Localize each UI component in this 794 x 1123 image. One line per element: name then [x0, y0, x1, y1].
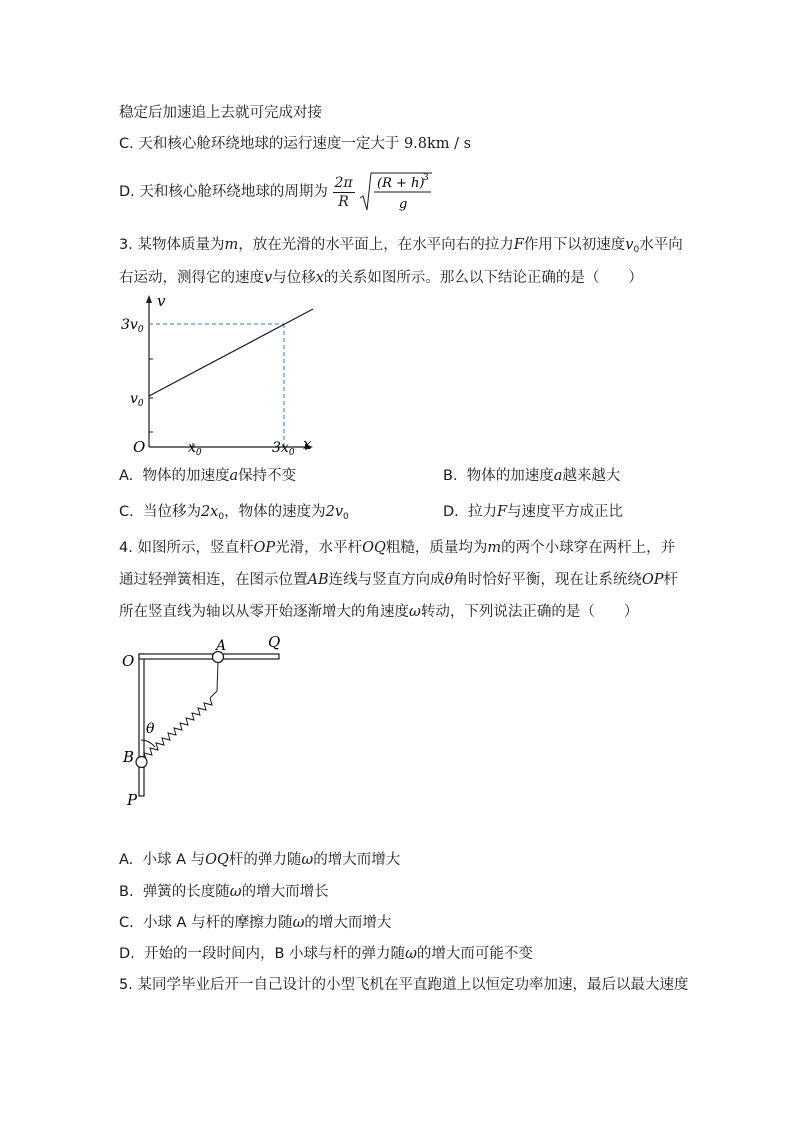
var-a: a — [553, 468, 563, 484]
label-sub: 0 — [288, 448, 295, 457]
option-text: 的增大而增长 — [241, 884, 329, 900]
option-text: 弹簧的长度随 — [142, 884, 230, 900]
option-text: 保持不变 — [238, 468, 297, 484]
option-label: C. — [119, 504, 134, 520]
label-o: O — [122, 652, 135, 670]
q3-options-row-1 — [119, 466, 679, 486]
prev-option-c — [119, 134, 471, 154]
y-axis-label: v — [157, 292, 166, 310]
y-tick-label-v0 — [130, 391, 144, 409]
label-p: P — [127, 791, 138, 809]
q3-text: 右运动，测得它的速度 — [119, 270, 264, 286]
y-tick-label-3v0 — [121, 317, 144, 335]
label-sub: 0 — [137, 325, 144, 335]
q3-option-d — [443, 502, 623, 522]
label-main: 3v — [121, 317, 138, 333]
prev-option-d — [119, 170, 433, 214]
option-value: 9.8km / s — [403, 136, 472, 152]
option-text: 的增大而增大 — [313, 852, 401, 868]
subscript: 0 — [633, 245, 640, 255]
var-omega: ω — [301, 852, 314, 868]
label-main: 3x — [272, 440, 289, 456]
option-label: A. — [119, 852, 134, 868]
q3-text: 与位移 — [272, 270, 316, 286]
var-v0: v — [625, 237, 634, 253]
q4-text: 粗糙，质量均为 — [385, 540, 488, 556]
var-op: OP — [641, 572, 664, 588]
var-theta: θ — [444, 572, 454, 588]
sqrt-exponent: 3 — [423, 173, 429, 183]
sqrt-numerator: (R + h) — [377, 176, 425, 191]
sqrt-sign — [359, 170, 433, 214]
option-label: D. — [119, 946, 135, 962]
var-m: m — [224, 237, 239, 253]
q3-line-1 — [119, 235, 683, 260]
option-text: 的增大而增大 — [304, 915, 392, 931]
var-v: v — [264, 270, 273, 286]
q3-text: 的关系如图所示。那么以下结论正确的是（ ） — [323, 270, 643, 286]
subscript: 0 — [218, 512, 225, 522]
option-text: 天和核心舱环绕地球的周期为 — [139, 184, 328, 200]
var-x: x — [315, 270, 324, 286]
option-text: 与速度平方成正比 — [507, 504, 624, 520]
var-a: a — [229, 468, 239, 484]
q4-text: 4. 如图所示，竖直杆 — [119, 540, 254, 556]
label-sub: 0 — [195, 448, 202, 457]
q4-line-2 — [119, 570, 678, 590]
q4-text: 连线与竖直方向成 — [328, 572, 445, 588]
q3-option-b — [443, 466, 620, 486]
var-omega: ω — [229, 884, 242, 900]
option-label: B. — [443, 468, 458, 484]
continuation-text: 稳定后加速追上去就可完成对接 — [119, 105, 322, 121]
fraction-denominator: R — [338, 193, 349, 210]
period-fraction — [333, 174, 355, 211]
q4-option-c — [119, 913, 391, 933]
sqrt-denominator: g — [399, 197, 408, 212]
option-text: 越来越大 — [562, 468, 621, 484]
q3-text: ，放在光滑的水平面上，在水平向右的拉力 — [238, 237, 514, 253]
q4-text: 杆 — [663, 572, 679, 588]
q3-line-2 — [119, 268, 643, 288]
option-text: 天和核心舱环绕地球的运行速度一定大于 — [138, 136, 400, 152]
sqrt-expression — [359, 170, 433, 214]
var-ab: AB — [307, 572, 329, 588]
option-text: 的增大而可能不变 — [416, 946, 533, 962]
option-text: ，物体的速度为 — [224, 504, 326, 520]
x-tick-label-x0 — [188, 440, 202, 457]
q3-text: 作用下以初速度 — [523, 237, 626, 253]
var-oq: OQ — [205, 852, 229, 868]
fraction-numerator: 2π — [334, 174, 353, 191]
label-main: x — [188, 440, 196, 456]
var-2x0: 2x — [200, 504, 219, 520]
var-omega: ω — [409, 604, 421, 620]
option-label: D. — [443, 504, 459, 520]
option-text: 物体的加速度 — [466, 468, 554, 484]
q4-text: 的两个小球穿在两杆上，并 — [501, 540, 676, 556]
horizontal-rod-oq — [139, 654, 279, 659]
x-axis-label: x — [303, 435, 312, 453]
rod-spring-figure — [118, 630, 298, 810]
option-label: A. — [119, 468, 134, 484]
option-text: 当位移为 — [142, 504, 201, 520]
option-label: C. — [119, 136, 134, 152]
x-tick-label-3x0 — [272, 440, 295, 457]
label-theta: θ — [146, 721, 155, 737]
option-text: 杆的弹力随 — [228, 852, 302, 868]
label-sub: 0 — [137, 399, 144, 409]
rod-corner — [140, 655, 143, 658]
q4-text: 角时恰好平衡，现在让系统绕 — [453, 572, 642, 588]
option-text: 拉力 — [468, 504, 497, 520]
q4-line-3 — [119, 602, 638, 622]
label-b: B — [123, 748, 135, 766]
var-m: m — [487, 540, 502, 556]
q4-text: 转动，下列说法正确的是（ ） — [420, 604, 639, 620]
v-x-line — [149, 309, 313, 396]
q4-text: 所在竖直线为轴以从零开始逐渐增大的角速度 — [119, 604, 409, 620]
spring-end — [217, 662, 218, 691]
var-omega: ω — [405, 946, 417, 962]
q3-text: 3. 某物体质量为 — [119, 237, 225, 253]
q5-line-1: 5. 某同学毕业后开一自己设计的小型飞机在平直跑道上以恒定功率加速，最后以最大速度 — [119, 977, 689, 993]
var-omega: ω — [292, 915, 305, 931]
q3-text: 水平向 — [639, 237, 683, 253]
vertical-rod-op — [139, 654, 144, 796]
option-label: C. — [119, 915, 134, 931]
q3-options-row-2 — [119, 502, 679, 527]
q4-text: 通过轻弹簧相连，在图示位置 — [119, 572, 308, 588]
option-text: 小球 A 与杆的摩擦力随 — [142, 915, 293, 931]
q3-option-c — [119, 504, 349, 520]
label-main: v — [130, 391, 138, 407]
option-text: 物体的加速度 — [142, 468, 230, 484]
origin-label: O — [133, 438, 146, 456]
option-text: 小球 A 与 — [142, 852, 206, 868]
q4-text: 光滑，水平杆 — [275, 540, 363, 556]
velocity-displacement-graph — [118, 292, 328, 457]
subscript: 0 — [343, 512, 349, 522]
option-text: 开始的一段时间内，B 小球与杆的弹力随 — [144, 946, 406, 962]
ball-b — [136, 757, 147, 768]
var-f: F — [497, 504, 508, 520]
q4-option-a — [119, 850, 400, 870]
spring — [144, 691, 217, 759]
var-op: OP — [253, 540, 276, 556]
label-q: Q — [268, 633, 281, 651]
q3-option-a — [119, 468, 296, 484]
var-oq: OQ — [362, 540, 386, 556]
option-label: B. — [119, 884, 134, 900]
q4-option-b — [119, 882, 329, 902]
option-label: D. — [119, 184, 135, 200]
label-a: A — [216, 638, 227, 654]
var-f: F — [513, 237, 524, 253]
var-2v0: 2v — [325, 504, 344, 520]
q4-line-1 — [119, 538, 675, 558]
y-axis-arrow — [146, 295, 152, 303]
q4-option-d — [119, 944, 533, 964]
